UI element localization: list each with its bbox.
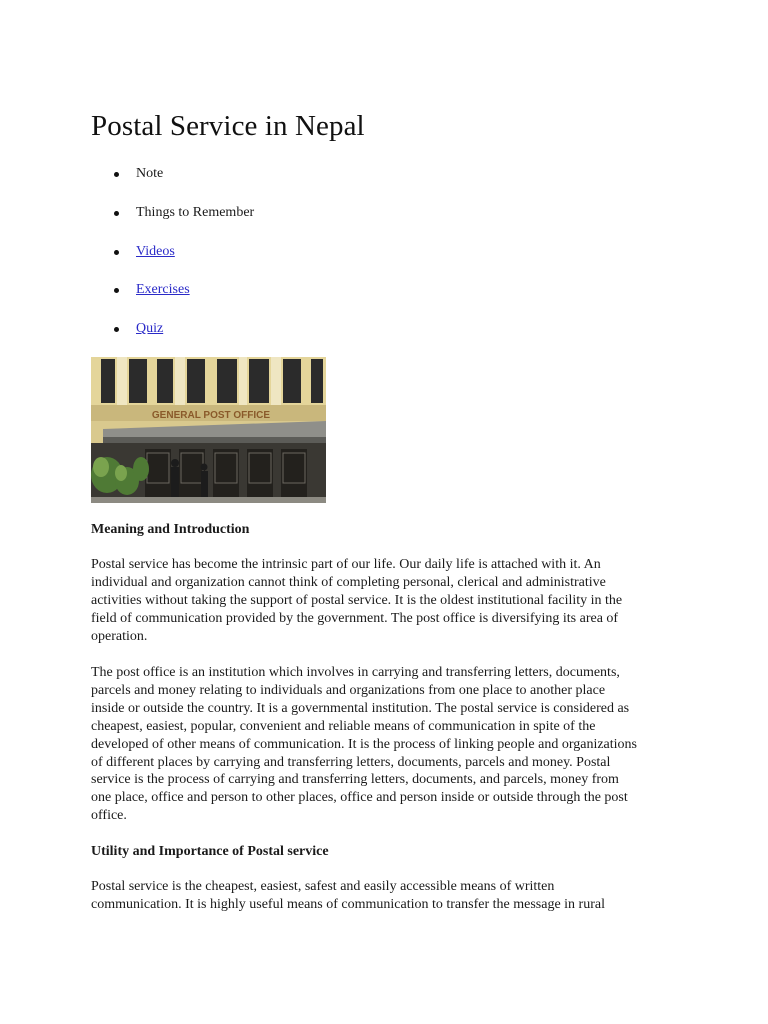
text-line: Postal service is the cheapest, easiest, safest and easily accessible means of written — [91, 879, 555, 894]
nav-item-exercises — [91, 280, 254, 319]
text-line: service is the process of carrying and transferring letters, documents, and parcels, money from — [91, 772, 619, 788]
text-line: parcels and money relating to individuals and organizations from one place to another place — [91, 682, 606, 698]
bullet-icon — [114, 211, 119, 216]
text-line: communication. It is highly useful means of communication to transfer the message in rural — [91, 896, 605, 912]
paragraph-meaning-2 — [91, 664, 683, 825]
exercises-link[interactable]: Exercises — [136, 282, 190, 298]
bullet-icon — [114, 172, 119, 177]
section-nav-list — [91, 164, 254, 358]
bullet-icon — [114, 288, 119, 293]
bullet-icon — [114, 250, 119, 255]
text-line: activities without taking the support of postal service. It is the oldest institutional facility in the — [91, 592, 623, 608]
text-line: inside or outside the country. It is a governmental institution. The postal service is considered as — [91, 700, 630, 716]
section-heading-utility: Utility and Importance of Postal service — [91, 844, 329, 859]
text-line: operation. — [91, 628, 148, 644]
text-line: developed of other means of communication. It is the process of linking people and organizations — [91, 736, 637, 752]
nav-item-videos — [91, 242, 254, 281]
text-line: Postal service has become the intrinsic part of our life. Our daily life is attached with it. An — [91, 557, 601, 572]
paragraph-utility-1 — [91, 878, 683, 914]
text-line: one place, office and person to other places, office and person inside or outside through the post — [91, 790, 628, 806]
text-line: field of communication provided by the government. The post office is diversifying its area of — [91, 610, 619, 626]
text-line: office. — [91, 808, 127, 824]
nav-item-quiz — [91, 319, 254, 358]
section-heading-meaning: Meaning and Introduction — [91, 522, 250, 537]
nav-item-things-to-remember[interactable] — [91, 203, 254, 242]
page-title: Postal Service in Nepal — [91, 110, 365, 142]
post-office-sign: GENERAL POST OFFICE — [151, 410, 271, 421]
text-line: cheapest, easiest, popular, convenient and reliable means of communication in spite of the — [91, 718, 596, 734]
nav-item-label: Things to Remember — [136, 204, 255, 220]
nav-item-label: Note — [136, 166, 164, 181]
post-office-building-illustration — [91, 357, 326, 503]
nav-item-note[interactable] — [91, 164, 254, 203]
paragraph-meaning-1 — [91, 556, 683, 646]
text-line: of different places by carrying and transferring letters, documents, parcels and money. Postal — [91, 754, 611, 770]
text-line: individual and organization cannot think of completing personal, clerical and administrative — [91, 574, 606, 590]
quiz-link[interactable]: Quiz — [136, 321, 164, 337]
text-line: The post office is an institution which involves in carrying and transferring letters, documents, — [91, 665, 620, 680]
videos-link[interactable]: Videos — [136, 243, 175, 259]
post-office-photo — [91, 357, 326, 503]
bullet-icon — [114, 327, 119, 332]
